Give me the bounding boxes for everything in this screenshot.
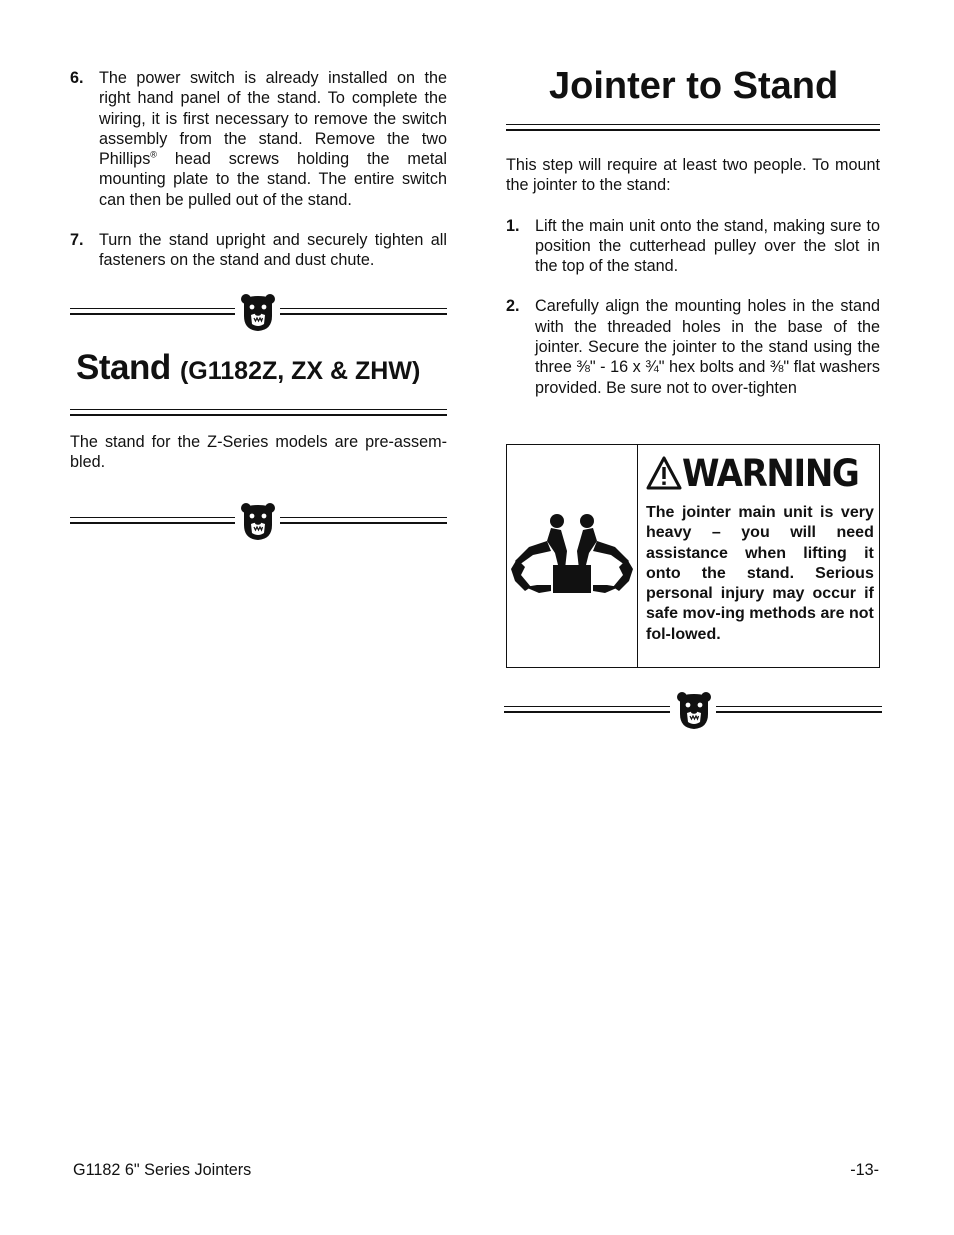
warning-illustration xyxy=(507,445,638,667)
section-divider xyxy=(70,292,447,332)
step-number: 2. xyxy=(506,297,520,316)
step-text: Turn the stand upright and securely tighten all fasteners on the stand and dust chute. xyxy=(99,231,447,270)
warning-title: WARNING xyxy=(682,451,859,495)
heading-stand: Stand xyxy=(76,347,171,387)
bear-logo-icon xyxy=(240,501,276,541)
warning-text: The jointer main unit is very heavy – you will need assistance when lifting it onto the stand. Serious personal injury may occur if safe mov-ing methods are not fol-lowed. xyxy=(646,504,874,643)
step-7 xyxy=(70,230,447,271)
right-column xyxy=(506,62,880,398)
stand-note: The stand for the Z-Series models are pre-assem-bled. xyxy=(70,432,447,471)
two-person-lift-icon xyxy=(507,511,637,601)
page-title: Jointer to Stand xyxy=(549,65,839,107)
left-column xyxy=(70,68,447,541)
step-1 xyxy=(506,216,880,277)
step-text: Lift the main unit onto the stand, making sure to position the cutterhead pulley over the slot in the top of the stand. xyxy=(535,216,880,276)
heading-rule xyxy=(70,409,447,416)
step-2 xyxy=(506,296,880,397)
heading-rule xyxy=(506,124,880,131)
section-divider xyxy=(504,690,882,730)
footer-title: G1182 6" Series Jointers xyxy=(73,1161,252,1179)
page-number: -13- xyxy=(850,1161,879,1179)
step-number: 6. xyxy=(70,69,84,87)
warning-content xyxy=(638,445,883,667)
step-text: The power switch is already installed on the right hand panel of the stand. To complete the wiring, it is first necessary to remove the switch assembly from the stand. Remove the two Phillips® head screws holding the metal mounting plate to the stand. The entire switch can then be pulled out of the stand. xyxy=(99,69,447,209)
bear-logo-icon xyxy=(676,690,712,730)
intro-paragraph: This step will require at least two people. To mount the jointer to the stand: xyxy=(506,156,880,195)
step-6 xyxy=(70,68,447,210)
step-text: Carefully align the mounting holes in the stand with the threaded holes in the base of the jointer. Secure the jointer to the stand using the three ⅜" - 16 x ¾" hex bolts and ⅜" flat washers provided. Be sure not to over-tighten xyxy=(535,297,880,397)
registered-mark: ® xyxy=(150,149,157,160)
stand-heading xyxy=(70,348,447,391)
bear-logo-icon xyxy=(240,292,276,332)
warning-header xyxy=(646,451,874,495)
warning-triangle-icon xyxy=(646,456,682,490)
heading-models: (G1182Z, ZX & ZHW) xyxy=(179,356,421,385)
section-divider xyxy=(70,501,447,541)
warning-box xyxy=(506,444,880,668)
step-number: 7. xyxy=(70,231,84,250)
step-number: 1. xyxy=(506,216,520,235)
